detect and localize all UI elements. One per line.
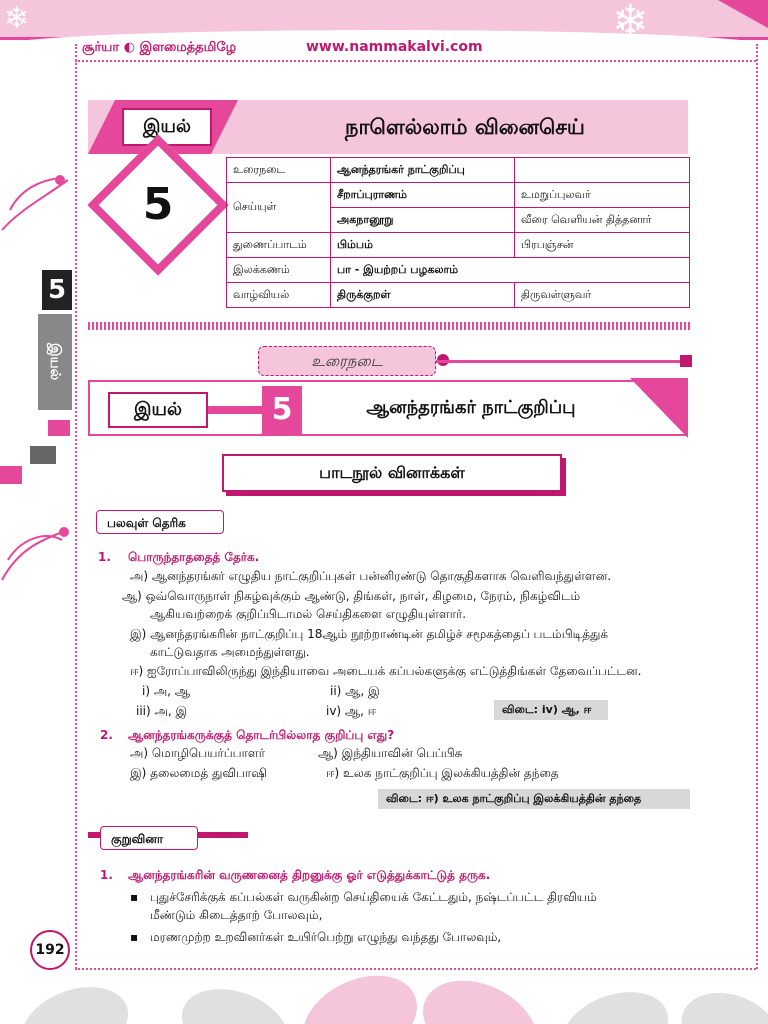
answer-box: விடை: iv) ஆ, ஈ <box>494 700 608 720</box>
option-line: அ) மொழிபெயர்ப்பாளர் <box>130 746 265 760</box>
bullet-icon: ▪ <box>130 930 139 944</box>
question-number: 1. <box>100 868 113 882</box>
table-cell <box>515 158 690 183</box>
lesson-label: இயல் <box>108 392 208 428</box>
footer-rule <box>75 968 756 970</box>
table-row <box>227 258 690 283</box>
table-cell: செய்யுள் <box>227 183 331 233</box>
side-tab-label: இயல் <box>38 314 72 410</box>
option-line: காட்டுவதாக அமைந்துள்ளது. <box>150 645 310 659</box>
table-cell: உமறுப்புலவர் <box>515 183 690 208</box>
table-cell: திருக்குறள் <box>331 283 515 308</box>
question-number: 2. <box>100 728 113 742</box>
bullet-text: மீண்டும் கிடைத்தாற் போலவும், <box>150 908 323 922</box>
choice: i) அ, ஆ <box>142 684 190 698</box>
option-line: அ) ஆனந்தரங்கர் எழுதிய நாட்குறிப்புகள் பன்னிரண்டு தொகுதிகளாக வெளிவந்துள்ளன. <box>130 569 612 583</box>
corner-triangle <box>718 0 768 28</box>
table-row <box>227 233 690 258</box>
right-border-line <box>756 44 758 969</box>
short-answer-label: குறுவினா <box>100 826 198 850</box>
option-line: ஈ) உலக நாட்குறிப்பு இலக்கியத்தின் தந்தை <box>326 766 559 780</box>
connector-line <box>436 360 686 363</box>
table-cell: அகநானூறு <box>331 208 515 233</box>
table-row <box>227 283 690 308</box>
question-number: 1. <box>98 550 111 564</box>
lesson-number: 5 <box>262 386 302 434</box>
syllabus-table <box>226 157 690 308</box>
unit-title: நாளெல்லாம் வினைசெய் <box>345 115 585 139</box>
swirl-ornament <box>0 510 72 590</box>
left-border-line <box>75 44 77 969</box>
choice: iv) ஆ, ஈ <box>326 704 377 718</box>
section-tag: உரைநடை <box>258 346 436 376</box>
option-line: ஆ) ஒவ்வொருநாள் நிகழ்வுக்கும் ஆண்டு, திங்கள், நாள், கிழமை, நேரம், நிகழ்விடம் <box>122 589 581 603</box>
divider-stripe <box>88 322 690 330</box>
answer-box: விடை: ஈ) உலக நாட்குறிப்பு இலக்கியத்தின் தந்தை <box>378 789 690 809</box>
table-row <box>227 183 690 208</box>
table-cell: பிம்பம் <box>331 233 515 258</box>
option-line: இ) தலைமைத் துவிபாஷி <box>130 766 267 780</box>
table-cell: துணைப்பாடம் <box>227 233 331 258</box>
square-deco <box>48 420 70 436</box>
snowflake-icon: ❄ <box>4 1 30 36</box>
table-cell: வாழ்வியல் <box>227 283 331 308</box>
mcq-label: பலவுள் தெரிக <box>96 510 224 534</box>
question-text: ஆனந்தரங்கரின் வருணனைத் திறனுக்கு ஓர் எடுத்துக்காட்டுத் தருக. <box>128 868 491 882</box>
option-line: ஆ) இந்தியாவின் பெப்பிசு <box>318 746 463 760</box>
table-cell: இலக்கணம் <box>227 258 331 283</box>
question-text: பொருந்தாததைத் தேர்க. <box>128 550 260 564</box>
swirl-ornament <box>0 170 72 240</box>
option-line: ஈ) ஐரோப்பாவிலிருந்து இந்தியாவை அடையக் கப்பல்களுக்கு எட்டுத்திங்கள் தேவைப்பட்டன. <box>130 664 642 678</box>
choice: iii) அ, இ <box>136 704 188 718</box>
bubble-deco <box>551 978 678 1024</box>
option-line: ஆகியவற்றைக் குறிப்பிடாமல் செய்திகளை எழுதியுள்ளார். <box>150 607 467 621</box>
bubble-deco <box>409 963 552 1024</box>
option-line: இ) ஆனந்தரங்கரின் நாட்குறிப்பு 18ஆம் நூற்றாண்டின் தமிழ்ச் சமூகத்தைப் படம்பிடித்துக் <box>130 627 609 641</box>
table-cell: வீரை வெளியன் தித்தனார் <box>515 208 690 233</box>
unit-number: 5 <box>142 179 174 230</box>
bubble-deco <box>11 973 138 1024</box>
lesson-title: ஆனந்தரங்கர் நாட்குறிப்பு <box>366 397 576 418</box>
table-cell: உரைநடை <box>227 158 331 183</box>
header-rule <box>75 60 756 62</box>
bullet-icon: ▪ <box>130 890 139 904</box>
brand-name: சூர்யா ◐ இளமைத்தமிழே <box>82 40 237 55</box>
unit-label: இயல் <box>122 108 212 146</box>
question-text: ஆனந்தரங்கருக்குத் தொடர்பில்லாத குறிப்பு எது? <box>128 728 395 742</box>
bubble-deco <box>671 980 768 1024</box>
bubble-deco <box>171 975 298 1024</box>
bullet-text: மரணமுற்ற உறவினர்கள் உயிர்பெற்று எழுந்து வந்தது போலவும், <box>150 930 502 944</box>
table-cell: ஆனந்தரங்கர் நாட்குறிப்பு <box>331 158 515 183</box>
square-deco <box>30 446 56 464</box>
table-cell: பிரபஞ்சன் <box>515 233 690 258</box>
table-cell: சீறாப்புராணம் <box>331 183 515 208</box>
website-link[interactable]: www.nammakalvi.com <box>306 39 483 55</box>
table-cell: பா - இயற்றப் பழகலாம் <box>331 258 690 283</box>
square-deco <box>0 466 22 484</box>
textbook-questions-heading: பாடநூல் வினாக்கள் <box>222 454 562 492</box>
table-cell: திருவள்ளுவர் <box>515 283 690 308</box>
snowflake-icon: ❄ <box>612 0 649 47</box>
side-tab-number: 5 <box>42 270 72 310</box>
choice: ii) ஆ, இ <box>330 684 380 698</box>
page-number: 192 <box>30 930 70 970</box>
table-row <box>227 158 690 183</box>
bullet-text: புதுச்சேரிக்குக் கப்பல்கள் வருகின்ற செய்தியைக் கேட்டதும், நஷ்டப்பட்ட திரவியம் <box>150 890 597 904</box>
lesson-bar <box>208 406 264 414</box>
connector-end <box>680 355 692 367</box>
